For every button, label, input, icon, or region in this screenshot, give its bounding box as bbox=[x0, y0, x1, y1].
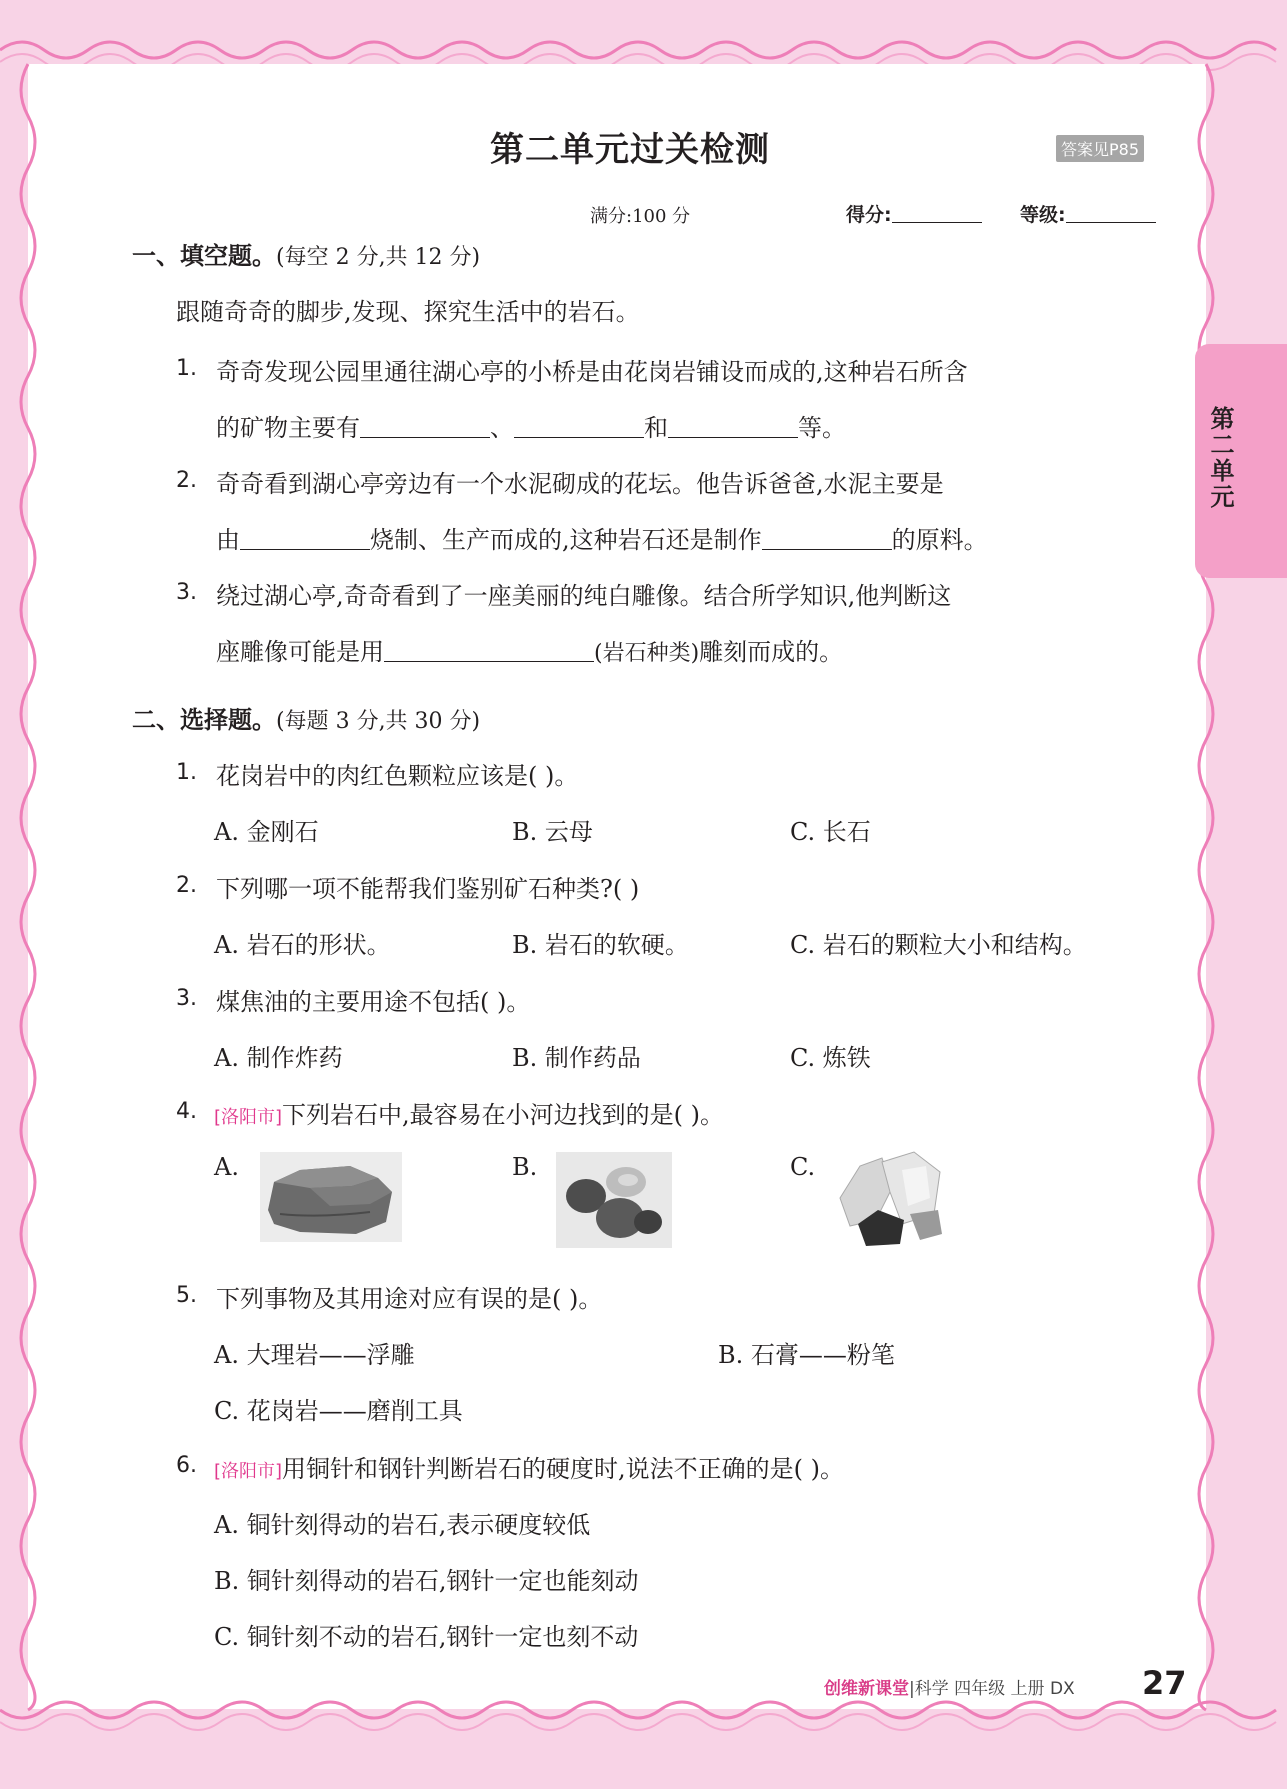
score-label: 得分: bbox=[846, 204, 892, 226]
grade-field bbox=[1020, 200, 1156, 227]
fill-q2-number: 2. bbox=[176, 468, 197, 493]
choice-q1-text: 花岗岩中的肉红色颗粒应该是( )。 bbox=[216, 762, 579, 790]
grade-blank[interactable] bbox=[1066, 222, 1156, 223]
answer-reference-badge: 答案见P85 bbox=[1056, 135, 1144, 162]
score-blank[interactable] bbox=[892, 222, 982, 223]
choice-q4-option-c[interactable]: C. bbox=[790, 1153, 816, 1181]
choice-q4-option-a[interactable]: A. bbox=[214, 1153, 239, 1181]
fill-q2-line2 bbox=[216, 520, 988, 555]
choice-q2-number: 2. bbox=[176, 873, 197, 898]
choice-q6-number: 6. bbox=[176, 1453, 197, 1478]
fill-q2-line1: 奇奇看到湖心亭旁边有一个水泥砌成的花坛。他告诉爸爸,水泥主要是 bbox=[216, 470, 944, 498]
choice-q2-text: 下列哪一项不能帮我们鉴别矿石种类?( ) bbox=[216, 875, 640, 903]
choice-q6-text: 用铜针和钢针判断岩石的硬度时,说法不正确的是( )。 bbox=[282, 1455, 845, 1483]
fill-q1-blank-1[interactable] bbox=[360, 437, 490, 438]
grade-label: 等级: bbox=[1020, 204, 1066, 226]
section-1-title: 一、填空题。 bbox=[132, 242, 276, 270]
fill-q1-blank-2[interactable] bbox=[514, 437, 644, 438]
choice-q5-number: 5. bbox=[176, 1283, 197, 1308]
fill-q1-text-b: 、 bbox=[490, 414, 514, 442]
fill-q2-text-c: 的原料。 bbox=[891, 526, 988, 554]
choice-q2-option-a[interactable]: A. 岩石的形状。 bbox=[214, 931, 391, 959]
unit-side-tab-label: 第二单元 bbox=[1206, 406, 1234, 510]
choice-q1-number: 1. bbox=[176, 760, 197, 785]
choice-q5-option-c[interactable]: C. 花岗岩——磨削工具 bbox=[214, 1397, 463, 1425]
fill-q3-text-a: 座雕像可能是用 bbox=[216, 638, 384, 666]
fill-q3-number: 3. bbox=[176, 580, 197, 605]
fill-q1-line2 bbox=[216, 408, 846, 443]
fill-q3-text-c: 雕刻而成的。 bbox=[699, 638, 844, 666]
river-pebbles-photo[interactable] bbox=[556, 1152, 672, 1248]
choice-q1-option-a[interactable]: A. 金刚石 bbox=[214, 818, 319, 846]
fill-q1-blank-3[interactable] bbox=[668, 437, 798, 438]
page-number: 27 bbox=[1142, 1664, 1187, 1702]
region-tag: [洛阳市] bbox=[214, 1107, 283, 1128]
section-2-heading bbox=[132, 700, 480, 735]
choice-q3-option-b[interactable]: B. 制作药品 bbox=[512, 1044, 641, 1072]
choice-q6-line bbox=[214, 1449, 844, 1484]
footer-brand: 创维新课堂 bbox=[824, 1679, 909, 1699]
choice-q5-option-b[interactable]: B. 石膏——粉笔 bbox=[718, 1341, 895, 1369]
region-tag: [洛阳市] bbox=[214, 1461, 283, 1482]
choice-q3-text: 煤焦油的主要用途不包括( )。 bbox=[216, 988, 531, 1016]
fill-q1-text-a: 的矿物主要有 bbox=[216, 414, 360, 442]
footer-info bbox=[824, 1674, 1075, 1699]
footer-details: |科学 四年级 上册 DX bbox=[909, 1679, 1075, 1699]
fill-q3-line1: 绕过湖心亭,奇奇看到了一座美丽的纯白雕像。结合所学知识,他判断这 bbox=[216, 582, 952, 610]
bottom-wavy-border bbox=[0, 1690, 1287, 1789]
fill-q3-hint: (岩石种类) bbox=[594, 641, 700, 666]
score-field bbox=[846, 200, 982, 227]
fill-q1-line1: 奇奇发现公园里通往湖心亭的小桥是由花岗岩铺设而成的,这种岩石所含 bbox=[216, 358, 968, 386]
crystal-mineral-photo[interactable] bbox=[830, 1148, 952, 1252]
choice-q6-option-c[interactable]: C. 铜针刻不动的岩石,钢针一定也刻不动 bbox=[214, 1623, 639, 1651]
right-wavy-border bbox=[1192, 0, 1232, 1789]
choice-q4-line bbox=[214, 1095, 724, 1130]
section-1-note: (每空 2 分,共 12 分) bbox=[276, 245, 481, 270]
choice-q3-number: 3. bbox=[176, 986, 197, 1011]
choice-q6-option-b[interactable]: B. 铜针刻得动的岩石,钢针一定也能刻动 bbox=[214, 1567, 639, 1595]
section-1-intro: 跟随奇奇的脚步,发现、探究生活中的岩石。 bbox=[176, 298, 640, 326]
slate-rock-photo[interactable] bbox=[260, 1152, 402, 1242]
choice-q4-option-b[interactable]: B. bbox=[512, 1153, 538, 1181]
choice-q3-option-c[interactable]: C. 炼铁 bbox=[790, 1044, 871, 1072]
choice-q4-text: 下列岩石中,最容易在小河边找到的是( )。 bbox=[282, 1101, 725, 1129]
section-1-heading bbox=[132, 236, 480, 271]
fill-q3-blank-1[interactable] bbox=[384, 661, 594, 662]
choice-q4-number: 4. bbox=[176, 1099, 197, 1124]
section-2-note: (每题 3 分,共 30 分) bbox=[276, 709, 481, 734]
choice-q1-option-b[interactable]: B. 云母 bbox=[512, 818, 593, 846]
choice-q5-option-a[interactable]: A. 大理岩——浮雕 bbox=[214, 1341, 415, 1369]
choice-q2-option-b[interactable]: B. 岩石的软硬。 bbox=[512, 931, 689, 959]
choice-q3-option-a[interactable]: A. 制作炸药 bbox=[214, 1044, 343, 1072]
section-2-title: 二、选择题。 bbox=[132, 706, 276, 734]
choice-q1-option-c[interactable]: C. 长石 bbox=[790, 818, 871, 846]
choice-q6-option-a[interactable]: A. 铜针刻得动的岩石,表示硬度较低 bbox=[214, 1511, 591, 1539]
choice-q2-option-c[interactable]: C. 岩石的颗粒大小和结构。 bbox=[790, 931, 1087, 959]
fill-q2-blank-1[interactable] bbox=[240, 549, 370, 550]
fill-q3-line2 bbox=[216, 632, 843, 667]
fill-q1-number: 1. bbox=[176, 356, 197, 381]
fill-q1-text-c: 和 bbox=[644, 414, 668, 442]
page-title: 第二单元过关检测 bbox=[490, 130, 770, 170]
choice-q5-text: 下列事物及其用途对应有误的是( )。 bbox=[216, 1285, 603, 1313]
fill-q2-blank-2[interactable] bbox=[762, 549, 892, 550]
fill-q2-text-a: 由 bbox=[216, 526, 240, 554]
full-score-label: 满分:100 分 bbox=[590, 206, 691, 227]
fill-q1-text-d: 等。 bbox=[798, 414, 846, 442]
fill-q2-text-b: 烧制、生产而成的,这种岩石还是制作 bbox=[370, 526, 762, 554]
left-wavy-border bbox=[0, 0, 40, 1789]
